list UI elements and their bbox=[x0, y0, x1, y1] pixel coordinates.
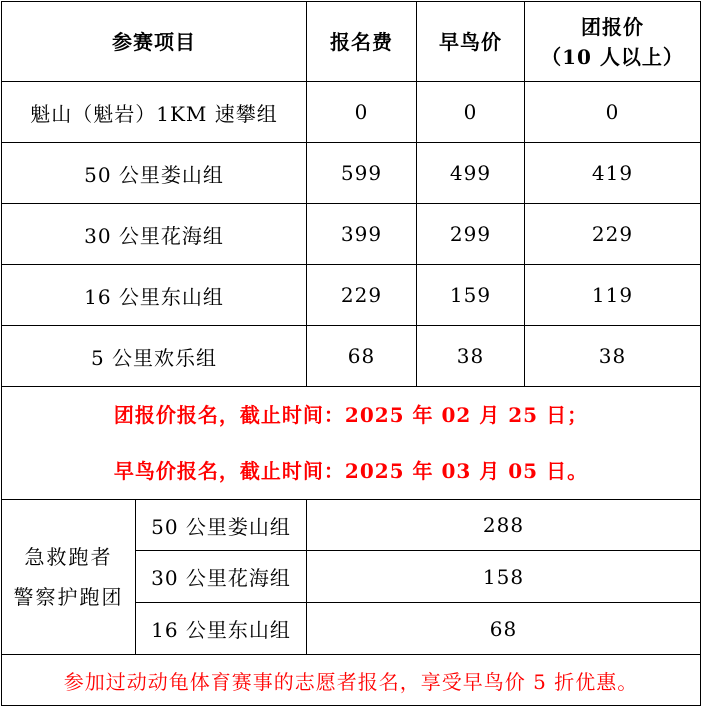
table-row bbox=[2, 326, 701, 387]
group-deadline-text: 团报价报名，截止时间：2025 年 02 月 25 日； bbox=[113, 403, 589, 427]
event-name: 魁山（魁岩）1KM 速攀组 bbox=[2, 82, 307, 143]
special-event-price: 158 bbox=[307, 551, 701, 603]
footer-row bbox=[2, 655, 701, 706]
event-fee: 599 bbox=[307, 143, 417, 204]
event-early-price: 299 bbox=[417, 204, 525, 265]
header-early-bird: 早鸟价 bbox=[417, 2, 525, 82]
header-fee: 报名费 bbox=[307, 2, 417, 82]
table-row bbox=[2, 82, 701, 143]
event-fee: 399 bbox=[307, 204, 417, 265]
event-name: 50 公里娄山组 bbox=[2, 143, 307, 204]
early-deadline-text: 早鸟价报名，截止时间：2025 年 03 月 05 日。 bbox=[113, 459, 589, 483]
first-aid-runner-label: 急救跑者 bbox=[24, 545, 113, 569]
special-event-name: 50 公里娄山组 bbox=[136, 500, 307, 551]
event-fee: 229 bbox=[307, 265, 417, 326]
event-early-price: 38 bbox=[417, 326, 525, 387]
event-early-price: 159 bbox=[417, 265, 525, 326]
event-early-price: 0 bbox=[417, 82, 525, 143]
event-name: 16 公里东山组 bbox=[2, 265, 307, 326]
table-row bbox=[2, 265, 701, 326]
event-name: 30 公里花海组 bbox=[2, 204, 307, 265]
table-header-row bbox=[2, 2, 701, 82]
header-group-price bbox=[525, 2, 701, 82]
event-group-price: 38 bbox=[525, 326, 701, 387]
special-event-price: 288 bbox=[307, 500, 701, 551]
registration-fee-table bbox=[1, 1, 701, 706]
event-group-price: 229 bbox=[525, 204, 701, 265]
deadline-notice bbox=[2, 387, 701, 500]
event-fee: 0 bbox=[307, 82, 417, 143]
special-event-name: 16 公里东山组 bbox=[136, 603, 307, 655]
volunteer-discount-note: 参加过动动龟体育赛事的志愿者报名，享受早鸟价 5 折优惠。 bbox=[2, 655, 701, 706]
special-group-label bbox=[2, 500, 136, 655]
table-row bbox=[2, 143, 701, 204]
header-event: 参赛项目 bbox=[2, 2, 307, 82]
police-escort-label: 警察护跑团 bbox=[13, 585, 124, 609]
deadline-notice-row bbox=[2, 387, 701, 500]
special-event-price: 68 bbox=[307, 603, 701, 655]
event-early-price: 499 bbox=[417, 143, 525, 204]
special-event-name: 30 公里花海组 bbox=[136, 551, 307, 603]
event-fee: 68 bbox=[307, 326, 417, 387]
event-group-price: 119 bbox=[525, 265, 701, 326]
event-name: 5 公里欢乐组 bbox=[2, 326, 307, 387]
special-row bbox=[2, 500, 701, 551]
event-group-price: 419 bbox=[525, 143, 701, 204]
event-group-price: 0 bbox=[525, 82, 701, 143]
header-group-label: 团报价 bbox=[581, 14, 644, 39]
table-row bbox=[2, 204, 701, 265]
header-group-condition: （10 人以上） bbox=[541, 44, 684, 69]
